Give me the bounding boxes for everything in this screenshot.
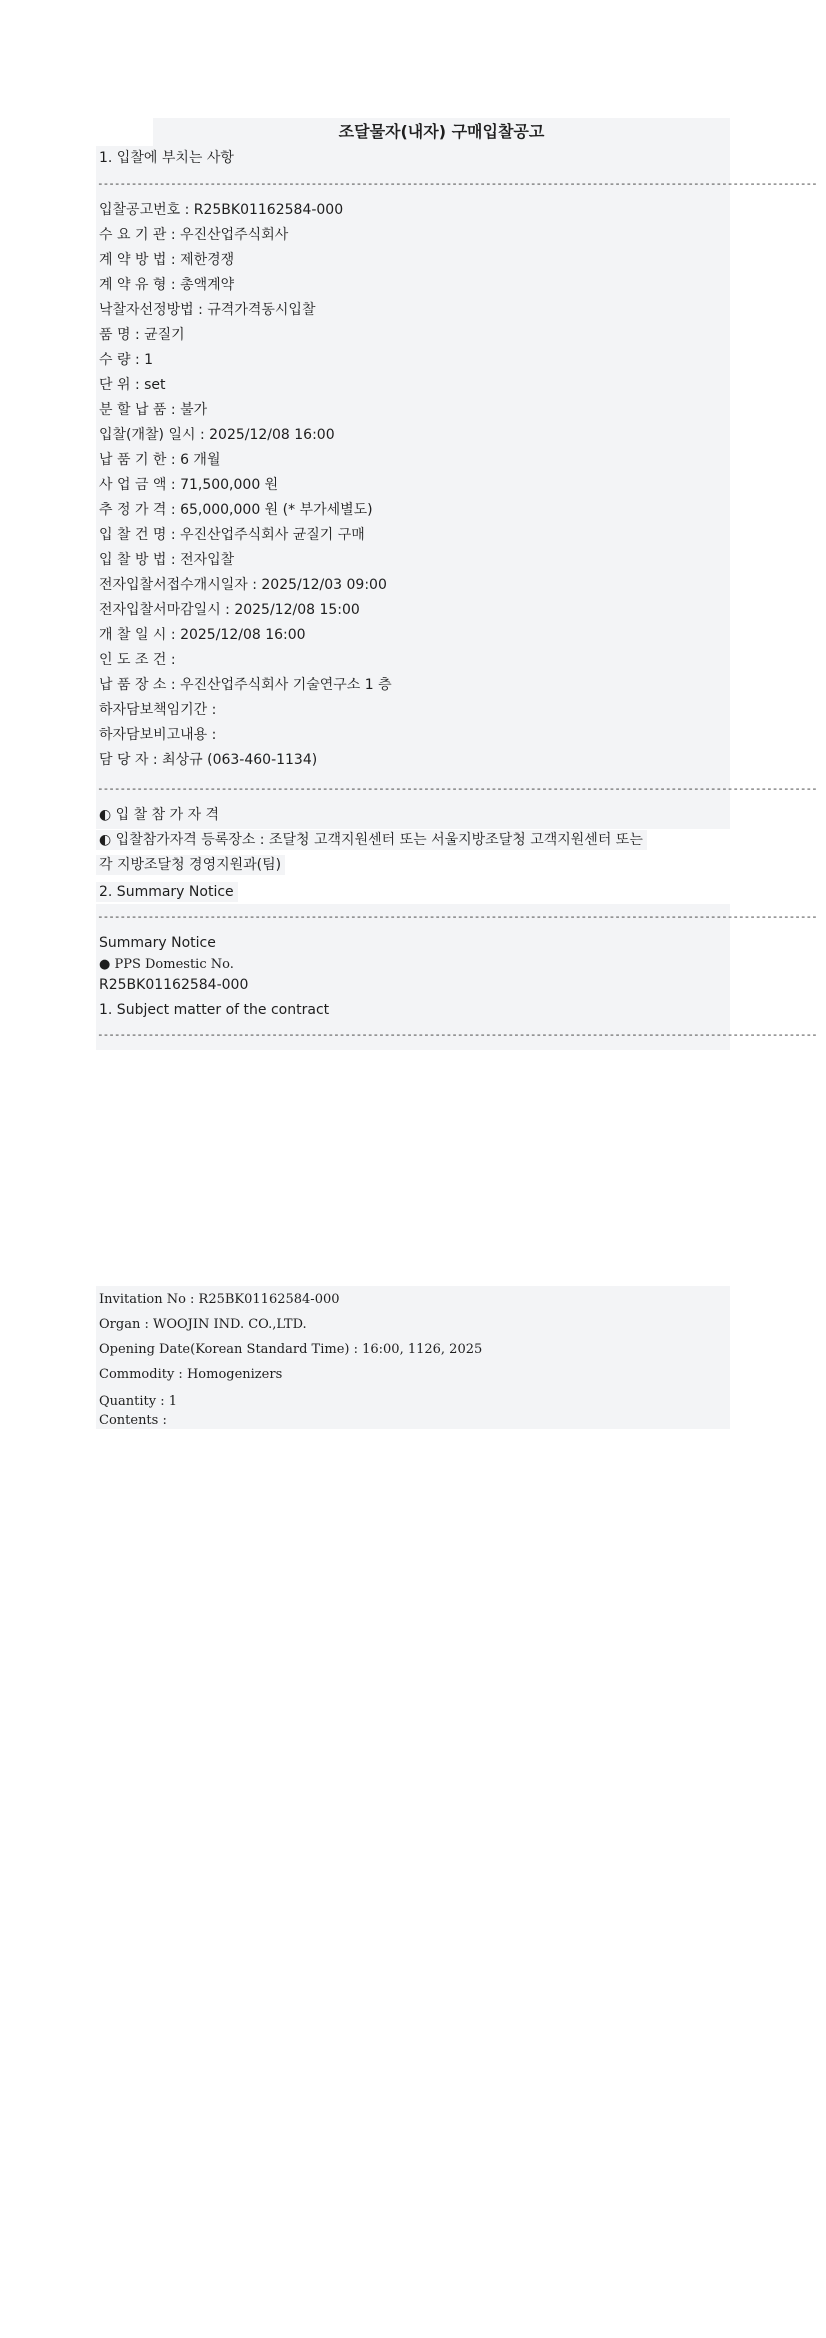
field-delivery-terms: 인 도 조 건 : [99, 652, 176, 668]
field-demand-agency: 수 요 기 관 : 우진산업주식회사 [99, 227, 289, 243]
qualification-heading: ◐ 입 찰 참 가 자 격 [99, 807, 220, 823]
organ-name: Organ : WOOJIN IND. CO.,LTD. [99, 1317, 307, 1332]
section-heading: 1. 입찰에 부치는 사항 [99, 150, 234, 166]
field-bid-number: 입찰공고번호 : R25BK01162584-000 [99, 202, 344, 218]
contents: Contents : [99, 1413, 167, 1428]
field-contract-type: 계 약 유 형 : 총액계약 [99, 277, 235, 293]
field-opening-date: 개 찰 일 시 : 2025/12/08 16:00 [99, 627, 306, 643]
divider: -------------------------------------------------------------------------------------------------------------------------------- [97, 177, 817, 190]
field-contact-person: 담 당 자 : 최상규 (063-460-1134) [99, 752, 318, 768]
pps-domestic-number: R25BK01162584-000 [99, 977, 249, 993]
field-item-name: 품 명 : 균질기 [99, 327, 185, 343]
field-bid-date: 입찰(개찰) 일시 : 2025/12/08 16:00 [99, 427, 335, 443]
divider: -------------------------------------------------------------------------------------------------------------------------------- [97, 910, 817, 923]
quantity: Quantity : 1 [99, 1394, 178, 1409]
summary-notice-label: Summary Notice [99, 935, 216, 951]
divider: -------------------------------------------------------------------------------------------------------------------------------- [97, 782, 817, 795]
field-delivery-place: 납 품 장 소 : 우진산업주식회사 기술연구소 1 층 [99, 677, 392, 693]
field-bid-method: 입 찰 방 법 : 전자입찰 [99, 552, 235, 568]
field-split-delivery: 분 할 납 품 : 불가 [99, 402, 208, 418]
document-title: 조달물자(내자) 구매입찰공고 [153, 118, 730, 146]
field-warranty-period: 하자담보책임기간 : [99, 702, 217, 718]
field-quantity: 수 량 : 1 [99, 352, 154, 368]
field-winner-method: 낙찰자선정방법 : 규격가격동시입찰 [99, 302, 316, 318]
section-heading: 2. Summary Notice [96, 882, 238, 902]
field-contract-method: 계 약 방 법 : 제한경쟁 [99, 252, 235, 268]
registration-place-line1: ◐ 입찰참가자격 등록장소 : 조달청 고객지원센터 또는 서울지방조달청 고객지원센터 또는 [96, 830, 647, 850]
divider: -------------------------------------------------------------------------------------------------------------------------------- [97, 1028, 817, 1041]
field-warranty-notes: 하자담보비고내용 : [99, 727, 217, 743]
field-unit: 단 위 : set [99, 377, 166, 393]
field-project-amount: 사 업 금 액 : 71,500,000 원 [99, 477, 279, 493]
commodity: Commodity : Homogenizers [99, 1367, 283, 1382]
field-delivery-period: 납 품 기 한 : 6 개월 [99, 452, 221, 468]
field-bid-title: 입 찰 건 명 : 우진산업주식회사 균질기 구매 [99, 527, 365, 543]
pps-domestic-label: ● PPS Domestic No. [99, 957, 234, 972]
registration-place-line2: 각 지방조달청 경영지원과(팀) [96, 855, 285, 875]
field-estimated-price: 추 정 가 격 : 65,000,000 원 (* 부가세별도) [99, 502, 373, 518]
field-submission-deadline: 전자입찰서마감일시 : 2025/12/08 15:00 [99, 602, 360, 618]
subject-matter-heading: 1. Subject matter of the contract [96, 1000, 333, 1020]
opening-date: Opening Date(Korean Standard Time) : 16:00, 1126, 2025 [99, 1342, 483, 1357]
field-submission-start: 전자입찰서접수개시일자 : 2025/12/03 09:00 [99, 577, 387, 593]
invitation-number: Invitation No : R25BK01162584-000 [99, 1292, 340, 1307]
